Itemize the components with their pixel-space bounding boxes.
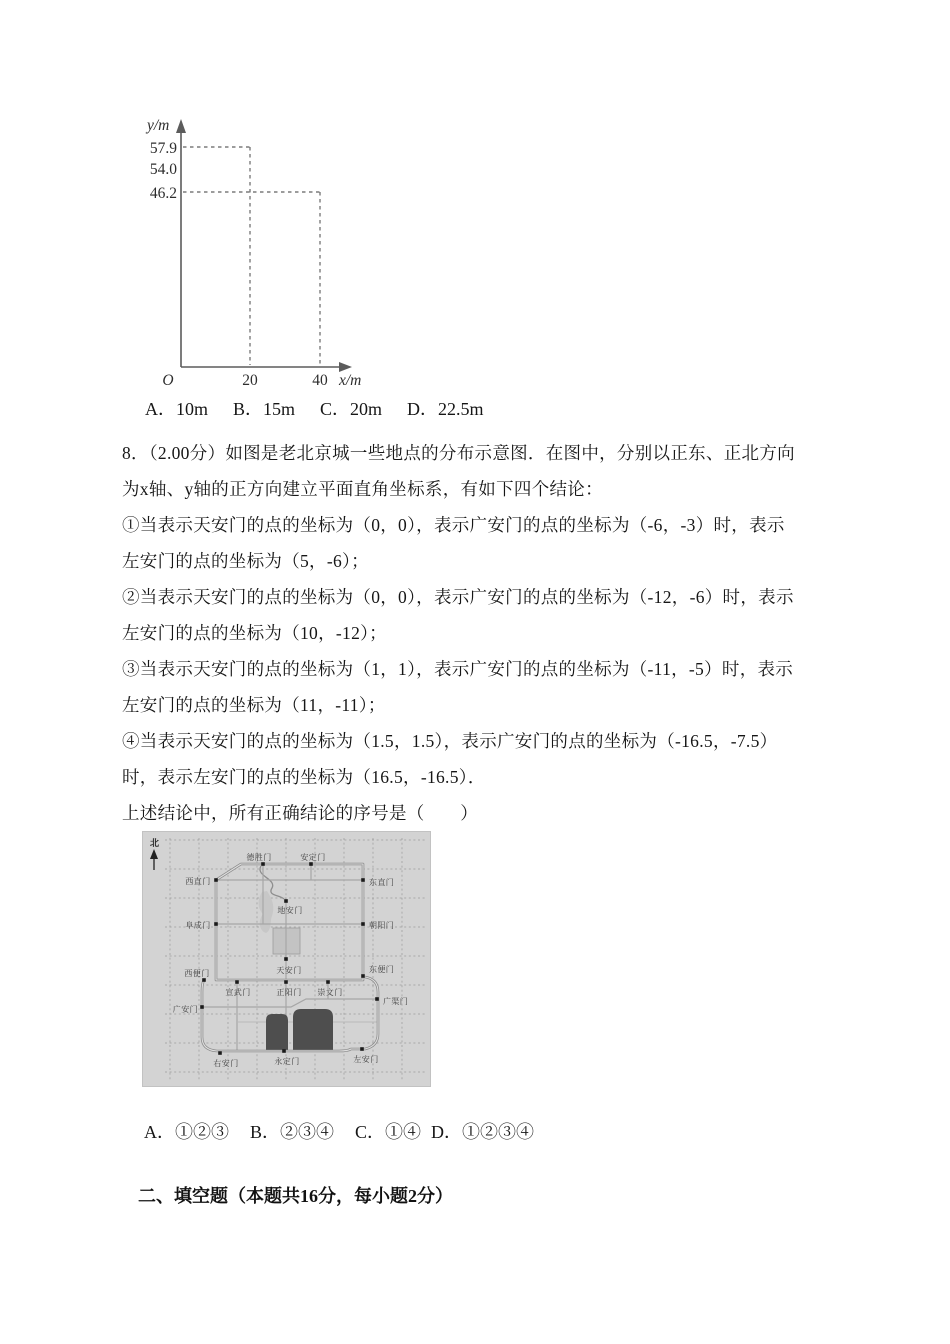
map-gate-label: 崇文门 [317, 988, 343, 997]
question-line: ①当表示天安门的点的坐标为（0，0），表示广安门的点的坐标为（-6，-3）时，表示 [122, 515, 785, 535]
option-a: A．①②③ [144, 1122, 229, 1142]
y-tick-57.9: 57.9 [149, 140, 177, 157]
x-tick-20: 20 [242, 372, 258, 389]
coordinate-graph [143, 112, 379, 398]
map-gate-dot [202, 978, 206, 982]
map-gate-label: 永定门 [274, 1057, 300, 1066]
option-c: C．①④ [355, 1122, 422, 1142]
y-tick-54.0: 54.0 [149, 161, 177, 178]
map-gate-label: 西便门 [184, 969, 210, 978]
map-gate-label: 天安门 [276, 966, 302, 975]
map-gate-label: 左安门 [353, 1055, 379, 1064]
question-line: 左安门的点的坐标为（11，-11）； [122, 695, 386, 715]
option-d: D．22.5m [407, 399, 484, 419]
question-line: 左安门的点的坐标为（5，-6）； [122, 551, 369, 571]
map-gate-dot [282, 1049, 286, 1053]
question-line: 为x轴、y轴的正方向建立平面直角坐标系，有如下四个结论： [122, 479, 603, 499]
map-gate-dot [361, 922, 365, 926]
section2-header: 二、填空题（本题共16分，每小题2分） [138, 1186, 453, 1206]
y-axis-arrow-icon [176, 119, 186, 133]
question-line: 8．（2.00分）如图是老北京城一些地点的分布示意图．在图中，分别以正东、正北方向 [122, 443, 795, 463]
map-gate-label: 广安门 [172, 1005, 198, 1014]
option-b: B．②③④ [250, 1122, 335, 1142]
compass-north-label: 北 [150, 838, 160, 848]
option-b: B．15m [233, 399, 296, 419]
beijing-map [143, 832, 430, 1086]
map-gate-label: 西直门 [185, 877, 211, 886]
question-line: 时，表示左安门的点的坐标为（16.5，-16.5）． [122, 767, 486, 787]
origin-label: O [162, 372, 174, 389]
question8-options [144, 1118, 534, 1144]
map-gate-dot [218, 1051, 222, 1055]
question-line: ③当表示天安门的点的坐标为（1，1），表示广安门的点的坐标为（-11，-5）时，表示 [122, 659, 794, 679]
map-gate-dot [309, 862, 313, 866]
question7-options [145, 395, 509, 421]
map-gate-label: 阜成门 [185, 921, 211, 930]
question-line: ④当表示天安门的点的坐标为（1.5，1.5），表示广安门的点的坐标为（-16.5，-7.5） [122, 731, 778, 751]
map-gate-dot [214, 922, 218, 926]
map-gate-label: 安定门 [300, 853, 326, 862]
option-a: A．10m [145, 399, 208, 419]
map-gate-label: 正阳门 [276, 988, 302, 997]
map-gate-dot [326, 980, 330, 984]
compass [150, 837, 159, 870]
y-axis-label: y/m [147, 117, 170, 134]
x-axis-arrow-icon [339, 362, 352, 372]
map-gate-dot [361, 974, 365, 978]
y-tick-46.2: 46.2 [149, 185, 177, 202]
question-line: ②当表示天安门的点的坐标为（0，0），表示广安门的点的坐标为（-12，-6）时，表示 [122, 587, 794, 607]
map-gate-label: 东直门 [369, 878, 395, 887]
park-shape-small [266, 1014, 288, 1051]
map-gate-label: 地安门 [277, 906, 303, 915]
map-gate-label: 宣武门 [225, 988, 251, 997]
map-gate-dot [361, 878, 365, 882]
x-tick-40: 40 [312, 372, 328, 389]
map-gate-dot [284, 957, 288, 961]
map-gate-dot [284, 980, 288, 984]
map-gate-dot [360, 1047, 364, 1051]
inner-city-wall [216, 864, 363, 980]
question-line: 左安门的点的坐标为（10，-12）； [122, 623, 387, 643]
map-gate-label: 德胜门 [246, 853, 272, 862]
map-gate-label: 东便门 [369, 965, 395, 974]
map-gate-dot [375, 997, 379, 1001]
beijing-map-figure [143, 832, 430, 1086]
map-gate-label: 广渠门 [383, 997, 409, 1006]
question-line: 上述结论中，所有正确结论的序号是（ ） [122, 803, 478, 823]
map-gate-dot [200, 1005, 204, 1009]
map-gate-dot [235, 980, 239, 984]
question7-figure [143, 112, 379, 398]
map-gate-label: 右安门 [213, 1059, 239, 1068]
map-gates [173, 852, 408, 1068]
option-c: C．20m [320, 399, 383, 419]
map-gate-dot [284, 899, 288, 903]
map-gate-dot [261, 862, 265, 866]
map-gate-label: 朝阳门 [369, 921, 395, 930]
x-axis-label: x/m [339, 372, 362, 389]
map-gate-dot [214, 878, 218, 882]
question8-text [122, 435, 862, 831]
park-shape-large [293, 1009, 333, 1051]
compass-arrowhead-icon [150, 849, 158, 859]
option-d: D．①②③④ [431, 1122, 535, 1142]
